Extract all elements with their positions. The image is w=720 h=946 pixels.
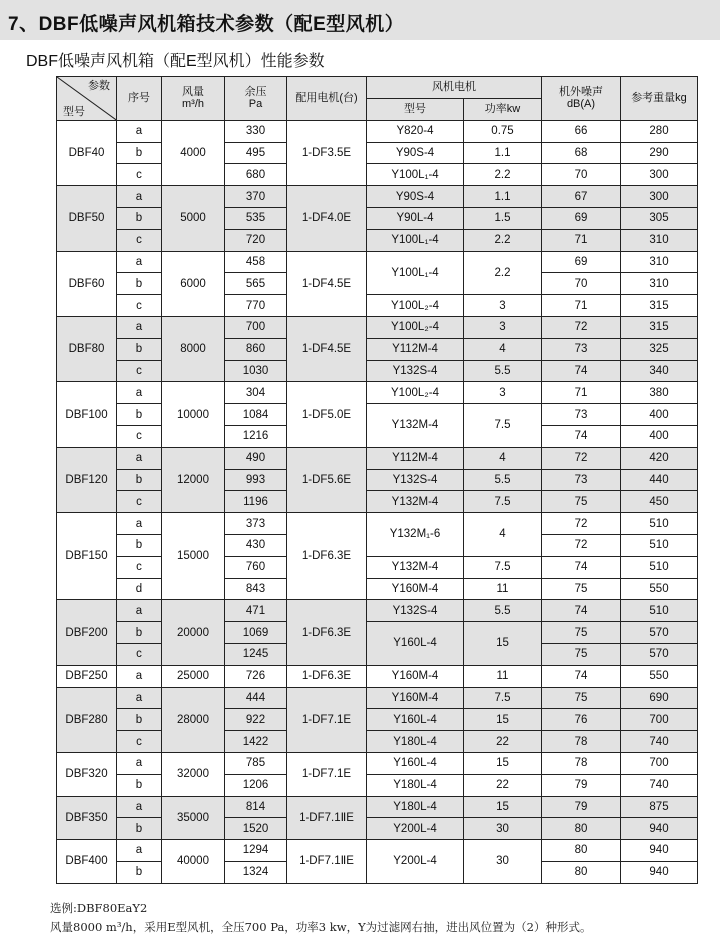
seq-cell: c [117, 425, 162, 447]
power-cell: 4 [464, 513, 542, 557]
power-cell: 30 [464, 818, 542, 840]
pressure-cell: 1196 [225, 491, 287, 513]
motor-match-cell: 1-DF7.1ⅡE [287, 796, 367, 840]
noise-cell: 80 [542, 818, 621, 840]
seq-cell: b [117, 534, 162, 556]
power-cell: 2.2 [464, 251, 542, 295]
table-row [57, 556, 698, 578]
power-cell: 1.1 [464, 186, 542, 208]
motor-type-cell: Y90S-4 [367, 186, 464, 208]
weight-cell: 940 [621, 818, 698, 840]
seq-cell: b [117, 142, 162, 164]
noise-cell: 70 [542, 164, 621, 186]
seq-cell: c [117, 295, 162, 317]
header-pressure-label: 余压 [244, 86, 267, 99]
weight-cell: 570 [621, 643, 698, 665]
noise-cell: 71 [542, 382, 621, 404]
pressure-cell: 700 [225, 316, 287, 338]
header-weight: 参考重量kg [621, 77, 698, 121]
motor-type-cell: Y100L₂-4 [367, 382, 464, 404]
seq-cell: a [117, 665, 162, 687]
power-cell: 3 [464, 295, 542, 317]
power-cell: 22 [464, 731, 542, 753]
pressure-cell: 490 [225, 447, 287, 469]
noise-cell: 68 [542, 142, 621, 164]
noise-cell: 73 [542, 338, 621, 360]
noise-cell: 72 [542, 316, 621, 338]
motor-match-cell: 1-DF5.6E [287, 447, 367, 512]
weight-cell: 740 [621, 731, 698, 753]
table-row [57, 469, 698, 491]
power-cell: 5.5 [464, 360, 542, 382]
header-airflow-label: 风量 [182, 86, 204, 99]
motor-type-cell: Y160M-4 [367, 578, 464, 600]
title-banner [0, 0, 720, 40]
motor-type-cell: Y132S-4 [367, 360, 464, 382]
seq-cell: a [117, 316, 162, 338]
table-row [57, 382, 698, 404]
weight-cell: 450 [621, 491, 698, 513]
noise-cell: 71 [542, 229, 621, 251]
motor-type-cell: Y132M₁-6 [367, 513, 464, 557]
motor-match-cell: 1-DF4.0E [287, 186, 367, 251]
seq-cell: a [117, 840, 162, 862]
model-cell: DBF60 [57, 251, 117, 316]
motor-type-cell: Y132M-4 [367, 404, 464, 448]
model-cell: DBF200 [57, 600, 117, 665]
power-cell: 0.75 [464, 120, 542, 142]
airflow-cell: 6000 [162, 251, 225, 316]
pressure-cell: 1422 [225, 731, 287, 753]
model-cell: DBF250 [57, 665, 117, 687]
power-cell: 5.5 [464, 600, 542, 622]
airflow-cell: 40000 [162, 840, 225, 884]
weight-cell: 740 [621, 774, 698, 796]
pressure-cell: 993 [225, 469, 287, 491]
pressure-cell: 720 [225, 229, 287, 251]
weight-cell: 510 [621, 513, 698, 535]
motor-type-cell: Y132M-4 [367, 491, 464, 513]
power-cell: 7.5 [464, 491, 542, 513]
weight-cell: 310 [621, 229, 698, 251]
seq-cell: b [117, 207, 162, 229]
model-cell: DBF320 [57, 752, 117, 796]
weight-cell: 940 [621, 861, 698, 883]
motor-type-cell: Y100L₁-4 [367, 251, 464, 295]
power-cell: 30 [464, 840, 542, 884]
pressure-cell: 843 [225, 578, 287, 600]
noise-cell: 76 [542, 709, 621, 731]
seq-cell: c [117, 229, 162, 251]
seq-cell: c [117, 556, 162, 578]
seq-cell: a [117, 687, 162, 709]
seq-cell: b [117, 818, 162, 840]
power-cell: 4 [464, 338, 542, 360]
pressure-cell: 458 [225, 251, 287, 273]
power-cell: 1.5 [464, 207, 542, 229]
header-noise [542, 77, 621, 121]
table-row [57, 338, 698, 360]
weight-cell: 310 [621, 251, 698, 273]
table-row [57, 404, 698, 426]
seq-cell: a [117, 251, 162, 273]
table-row [57, 186, 698, 208]
pressure-cell: 726 [225, 665, 287, 687]
power-cell: 5.5 [464, 469, 542, 491]
pressure-cell: 1069 [225, 622, 287, 644]
weight-cell: 570 [621, 622, 698, 644]
seq-cell: d [117, 578, 162, 600]
motor-type-cell: Y100L₁-4 [367, 229, 464, 251]
table-row [57, 600, 698, 622]
pressure-cell: 430 [225, 534, 287, 556]
motor-type-cell: Y90L-4 [367, 207, 464, 229]
motor-type-cell: Y820-4 [367, 120, 464, 142]
noise-cell: 69 [542, 251, 621, 273]
pressure-cell: 814 [225, 796, 287, 818]
pressure-cell: 370 [225, 186, 287, 208]
model-cell: DBF80 [57, 316, 117, 381]
pressure-cell: 495 [225, 142, 287, 164]
header-motor-match: 配用电机(台) [287, 77, 367, 121]
seq-cell: b [117, 622, 162, 644]
weight-cell: 310 [621, 273, 698, 295]
pressure-cell: 1294 [225, 840, 287, 862]
motor-type-cell: Y132S-4 [367, 469, 464, 491]
motor-type-cell: Y160M-4 [367, 687, 464, 709]
header-row [57, 77, 698, 99]
noise-cell: 70 [542, 273, 621, 295]
motor-type-cell: Y180L-4 [367, 731, 464, 753]
motor-type-cell: Y112M-4 [367, 338, 464, 360]
weight-cell: 940 [621, 840, 698, 862]
power-cell: 22 [464, 774, 542, 796]
seq-cell: a [117, 600, 162, 622]
pressure-cell: 565 [225, 273, 287, 295]
weight-cell: 550 [621, 578, 698, 600]
noise-cell: 75 [542, 622, 621, 644]
power-cell: 15 [464, 709, 542, 731]
noise-cell: 72 [542, 513, 621, 535]
motor-match-cell: 1-DF3.5E [287, 120, 367, 185]
motor-match-cell: 1-DF7.1E [287, 687, 367, 752]
pressure-cell: 304 [225, 382, 287, 404]
page-title: 7、DBF低噪声风机箱技术参数（配E型风机） [8, 14, 405, 35]
seq-cell: b [117, 469, 162, 491]
weight-cell: 290 [621, 142, 698, 164]
noise-cell: 80 [542, 861, 621, 883]
noise-cell: 72 [542, 447, 621, 469]
header-seq: 序号 [117, 77, 162, 121]
noise-cell: 72 [542, 534, 621, 556]
table-row [57, 513, 698, 535]
seq-cell: a [117, 752, 162, 774]
seq-cell: a [117, 120, 162, 142]
table-row [57, 796, 698, 818]
header-airflow [162, 77, 225, 121]
power-cell: 7.5 [464, 687, 542, 709]
weight-cell: 700 [621, 752, 698, 774]
seq-cell: b [117, 404, 162, 426]
airflow-cell: 8000 [162, 316, 225, 381]
motor-match-cell: 1-DF7.1ⅡE [287, 840, 367, 884]
airflow-cell: 28000 [162, 687, 225, 752]
motor-type-cell: Y160L-4 [367, 709, 464, 731]
weight-cell: 325 [621, 338, 698, 360]
table-row [57, 142, 698, 164]
motor-type-cell: Y112M-4 [367, 447, 464, 469]
power-cell: 15 [464, 796, 542, 818]
table-row [57, 665, 698, 687]
airflow-cell: 32000 [162, 752, 225, 796]
power-cell: 7.5 [464, 404, 542, 448]
table-row [57, 622, 698, 644]
weight-cell: 315 [621, 295, 698, 317]
table-row [57, 360, 698, 382]
weight-cell: 550 [621, 665, 698, 687]
header-noise-unit: dB(A) [566, 98, 596, 111]
power-cell: 11 [464, 665, 542, 687]
pressure-cell: 760 [225, 556, 287, 578]
weight-cell: 875 [621, 796, 698, 818]
weight-cell: 510 [621, 534, 698, 556]
section-title: DBF低噪声风机箱（配E型风机）性能参数 [26, 53, 325, 70]
pressure-cell: 785 [225, 752, 287, 774]
table-row [57, 316, 698, 338]
table-row [57, 687, 698, 709]
weight-cell: 690 [621, 687, 698, 709]
model-cell: DBF120 [57, 447, 117, 512]
pressure-cell: 1216 [225, 425, 287, 447]
power-cell: 2.2 [464, 164, 542, 186]
example-label: 选例:DBF80EaY2 [50, 901, 148, 915]
noise-cell: 74 [542, 425, 621, 447]
noise-cell: 80 [542, 840, 621, 862]
seq-cell: c [117, 731, 162, 753]
motor-match-cell: 1-DF5.0E [287, 382, 367, 447]
motor-type-cell: Y160M-4 [367, 665, 464, 687]
notes [50, 899, 591, 937]
header-pressure-unit: Pa [248, 98, 263, 111]
motor-type-cell: Y160L-4 [367, 752, 464, 774]
model-cell: DBF100 [57, 382, 117, 447]
motor-match-cell: 1-DF6.3E [287, 513, 367, 600]
pressure-cell: 535 [225, 207, 287, 229]
table-row [57, 752, 698, 774]
example-description: 风量8000 m³/h，采用E型风机，全压700 Pa，功率3 kw，Y为过滤网右抽，进出风位置为（2）种形式。 [50, 920, 592, 934]
motor-type-cell: Y200L-4 [367, 840, 464, 884]
pressure-cell: 860 [225, 338, 287, 360]
motor-type-cell: Y132S-4 [367, 600, 464, 622]
power-cell: 4 [464, 447, 542, 469]
noise-cell: 78 [542, 731, 621, 753]
weight-cell: 300 [621, 186, 698, 208]
seq-cell: b [117, 273, 162, 295]
seq-cell: b [117, 861, 162, 883]
seq-cell: a [117, 796, 162, 818]
param-model-header [57, 77, 117, 121]
table-row [57, 447, 698, 469]
header-model: 型号 [63, 105, 85, 118]
model-cell: DBF350 [57, 796, 117, 840]
motor-match-cell: 1-DF7.1E [287, 752, 367, 796]
motor-match-cell: 1-DF6.3E [287, 665, 367, 687]
pressure-cell: 1206 [225, 774, 287, 796]
noise-cell: 75 [542, 687, 621, 709]
seq-cell: c [117, 360, 162, 382]
table-row [57, 164, 698, 186]
weight-cell: 315 [621, 316, 698, 338]
airflow-cell: 12000 [162, 447, 225, 512]
model-cell: DBF400 [57, 840, 117, 884]
motor-type-cell: Y132M-4 [367, 556, 464, 578]
seq-cell: a [117, 513, 162, 535]
noise-cell: 75 [542, 491, 621, 513]
pressure-cell: 1245 [225, 643, 287, 665]
power-cell: 3 [464, 382, 542, 404]
weight-cell: 440 [621, 469, 698, 491]
noise-cell: 69 [542, 207, 621, 229]
noise-cell: 79 [542, 796, 621, 818]
header-motor-type: 型号 [367, 98, 464, 120]
noise-cell: 75 [542, 578, 621, 600]
pressure-cell: 1520 [225, 818, 287, 840]
pressure-cell: 1324 [225, 861, 287, 883]
model-cell: DBF280 [57, 687, 117, 752]
noise-cell: 78 [542, 752, 621, 774]
motor-match-cell: 1-DF6.3E [287, 600, 367, 665]
model-cell: DBF50 [57, 186, 117, 251]
pressure-cell: 330 [225, 120, 287, 142]
table-row [57, 491, 698, 513]
power-cell: 15 [464, 752, 542, 774]
weight-cell: 510 [621, 600, 698, 622]
weight-cell: 280 [621, 120, 698, 142]
pressure-cell: 770 [225, 295, 287, 317]
header-airflow-unit: m³/h [182, 98, 204, 111]
airflow-cell: 15000 [162, 513, 225, 600]
motor-type-cell: Y100L₂-4 [367, 295, 464, 317]
noise-cell: 73 [542, 469, 621, 491]
weight-cell: 305 [621, 207, 698, 229]
spec-table [56, 76, 698, 884]
pressure-cell: 1030 [225, 360, 287, 382]
motor-type-cell: Y100L₂-4 [367, 316, 464, 338]
seq-cell: a [117, 186, 162, 208]
power-cell: 3 [464, 316, 542, 338]
noise-cell: 74 [542, 556, 621, 578]
table-row [57, 774, 698, 796]
weight-cell: 340 [621, 360, 698, 382]
table-row [57, 731, 698, 753]
motor-match-cell: 1-DF4.5E [287, 251, 367, 316]
pressure-cell: 471 [225, 600, 287, 622]
header-power: 功率kw [464, 98, 542, 120]
weight-cell: 400 [621, 404, 698, 426]
airflow-cell: 5000 [162, 186, 225, 251]
seq-cell: b [117, 338, 162, 360]
seq-cell: c [117, 491, 162, 513]
weight-cell: 700 [621, 709, 698, 731]
model-cell: DBF150 [57, 513, 117, 600]
header-noise-label: 机外噪声 [559, 86, 603, 99]
airflow-cell: 20000 [162, 600, 225, 665]
weight-cell: 400 [621, 425, 698, 447]
noise-cell: 74 [542, 360, 621, 382]
weight-cell: 300 [621, 164, 698, 186]
motor-type-cell: Y180L-4 [367, 796, 464, 818]
noise-cell: 66 [542, 120, 621, 142]
noise-cell: 74 [542, 665, 621, 687]
motor-match-cell: 1-DF4.5E [287, 316, 367, 381]
motor-type-cell: Y160L-4 [367, 622, 464, 666]
header-pressure [225, 77, 287, 121]
motor-type-cell: Y180L-4 [367, 774, 464, 796]
header-fan-motor: 风机电机 [367, 77, 542, 99]
pressure-cell: 373 [225, 513, 287, 535]
seq-cell: b [117, 709, 162, 731]
power-cell: 1.1 [464, 142, 542, 164]
noise-cell: 75 [542, 643, 621, 665]
weight-cell: 420 [621, 447, 698, 469]
power-cell: 7.5 [464, 556, 542, 578]
weight-cell: 510 [621, 556, 698, 578]
seq-cell: c [117, 643, 162, 665]
seq-cell: a [117, 382, 162, 404]
weight-cell: 380 [621, 382, 698, 404]
table-row [57, 251, 698, 273]
table-row [57, 295, 698, 317]
noise-cell: 79 [542, 774, 621, 796]
pressure-cell: 922 [225, 709, 287, 731]
table-row [57, 709, 698, 731]
table-row [57, 207, 698, 229]
airflow-cell: 25000 [162, 665, 225, 687]
airflow-cell: 4000 [162, 120, 225, 185]
header-param: 参数 [88, 80, 110, 92]
pressure-cell: 444 [225, 687, 287, 709]
noise-cell: 73 [542, 404, 621, 426]
seq-cell: b [117, 774, 162, 796]
motor-type-cell: Y90S-4 [367, 142, 464, 164]
table-row [57, 229, 698, 251]
pressure-cell: 1084 [225, 404, 287, 426]
motor-type-cell: Y200L-4 [367, 818, 464, 840]
seq-cell: a [117, 447, 162, 469]
power-cell: 2.2 [464, 229, 542, 251]
table-row [57, 818, 698, 840]
power-cell: 11 [464, 578, 542, 600]
motor-type-cell: Y100L₁-4 [367, 164, 464, 186]
airflow-cell: 35000 [162, 796, 225, 840]
seq-cell: c [117, 164, 162, 186]
noise-cell: 67 [542, 186, 621, 208]
airflow-cell: 10000 [162, 382, 225, 447]
pressure-cell: 680 [225, 164, 287, 186]
table-row [57, 578, 698, 600]
power-cell: 15 [464, 622, 542, 666]
noise-cell: 71 [542, 295, 621, 317]
table-row [57, 840, 698, 862]
model-cell: DBF40 [57, 120, 117, 185]
noise-cell: 74 [542, 600, 621, 622]
table-row [57, 120, 698, 142]
